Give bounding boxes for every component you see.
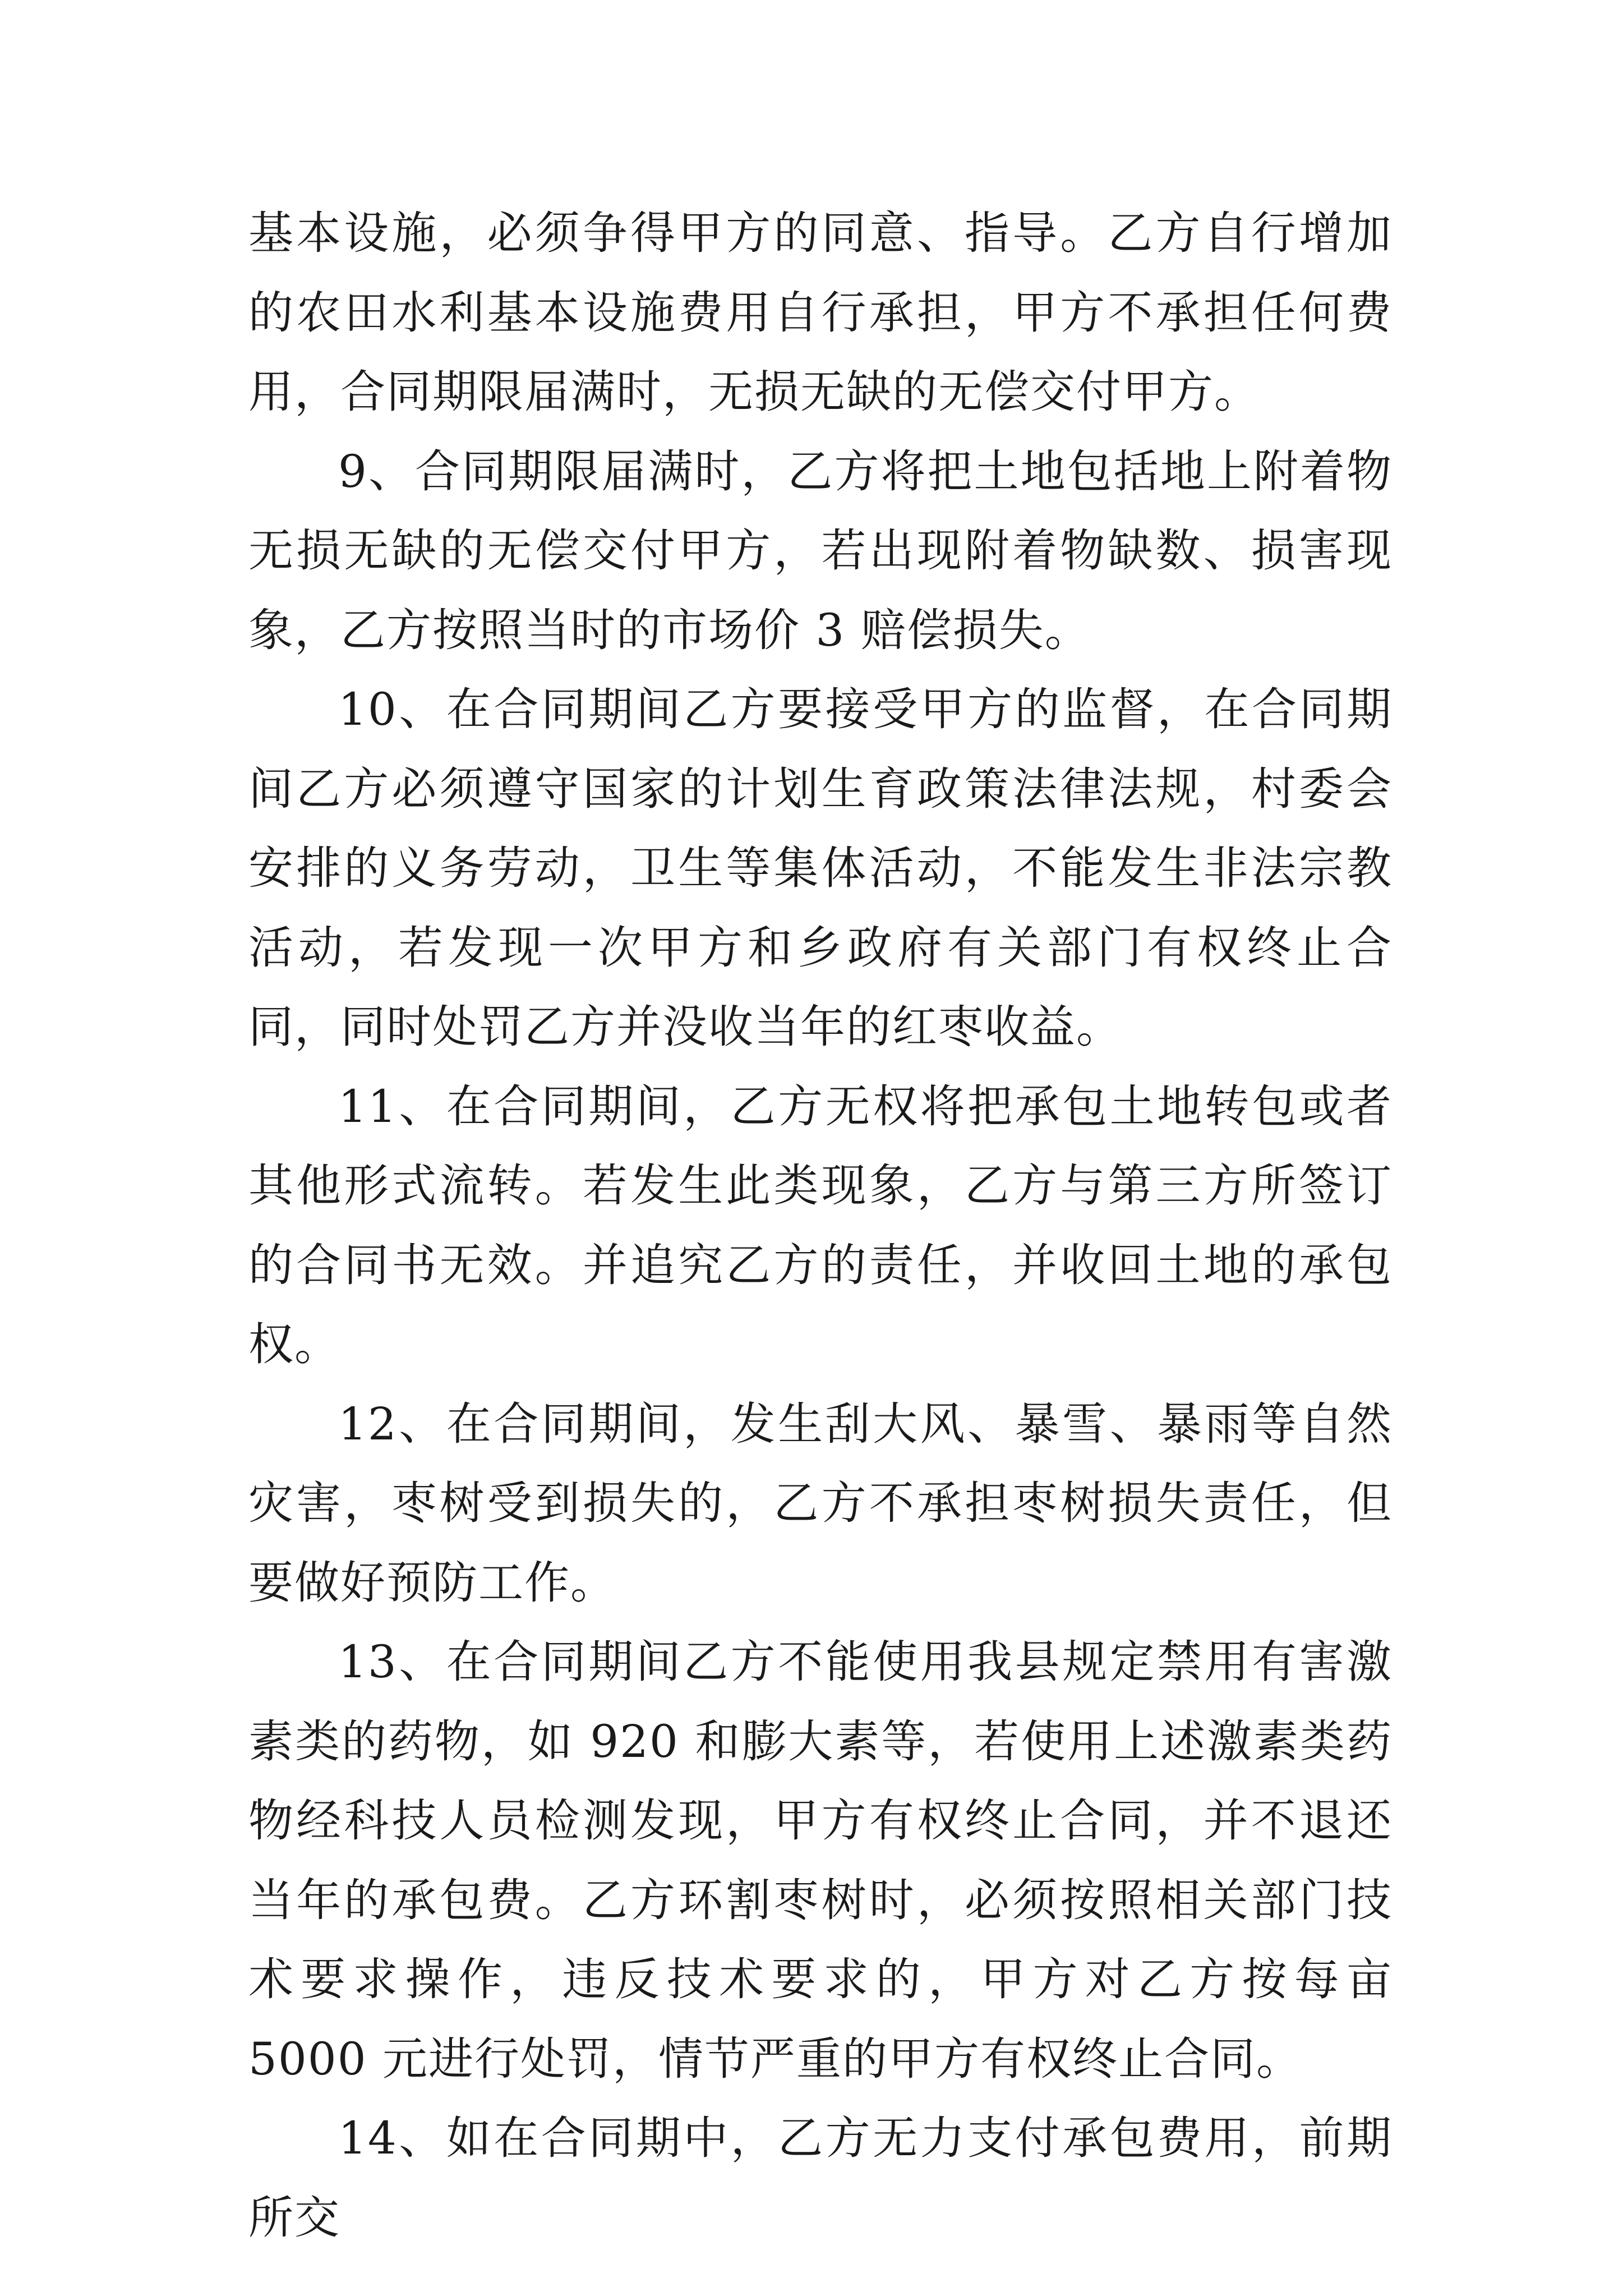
paragraph-clause-9: 9、合同期限届满时，乙方将把土地包括地上附着物无损无缺的无偿交付甲方，若出现附着物缺数、损害现象，乙方按照当时的市场价 3 赔偿损失。 [248, 445, 1393, 656]
paragraph-clause-12: 12、在合同期间，发生刮大风、暴雪、暴雨等自然灾害，枣树受到损失的，乙方不承担枣树损失责任，但要做好预防工作。 [248, 1397, 1393, 1609]
paragraph-clause-10: 10、在合同期间乙方要接受甲方的监督，在合同期间乙方必须遵守国家的计划生育政策法律法规，村委会安排的义务劳动，卫生等集体活动，不能发生非法宗教活动，若发现一次甲方和乡政府有关部门有权终止合同，同时处罚乙方并没收当年的红枣收益。 [248, 683, 1393, 1053]
paragraph-clause-11: 11、在合同期间，乙方无权将把承包土地转包或者其他形式流转。若发生此类现象，乙方与第三方所签订的合同书无效。并追究乙方的责任，并收回土地的承包权。 [248, 1080, 1393, 1370]
paragraph-clause-13: 13、在合同期间乙方不能使用我县规定禁用有害激素类的药物，如 920 和膨大素等，若使用上述激素类药物经科技人员检测发现，甲方有权终止合同，并不退还当年的承包费。乙方环割枣树时，必须按照相关部门技术要求操作，违反技术要求的，甲方对乙方按每亩 5000 元进行处罚，情节严重的甲方有权终止合同。 [248, 1636, 1393, 2085]
document-body [248, 194, 1393, 2257]
paragraph-continuation: 基本设施，必须争得甲方的同意、指导。乙方自行增加的农田水利基本设施费用自行承担，甲方不承担任何费用，合同期限届满时，无损无缺的无偿交付甲方。 [248, 207, 1393, 418]
paragraph-clause-14: 14、如在合同期中，乙方无力支付承包费用，前期所交 [248, 2112, 1393, 2244]
